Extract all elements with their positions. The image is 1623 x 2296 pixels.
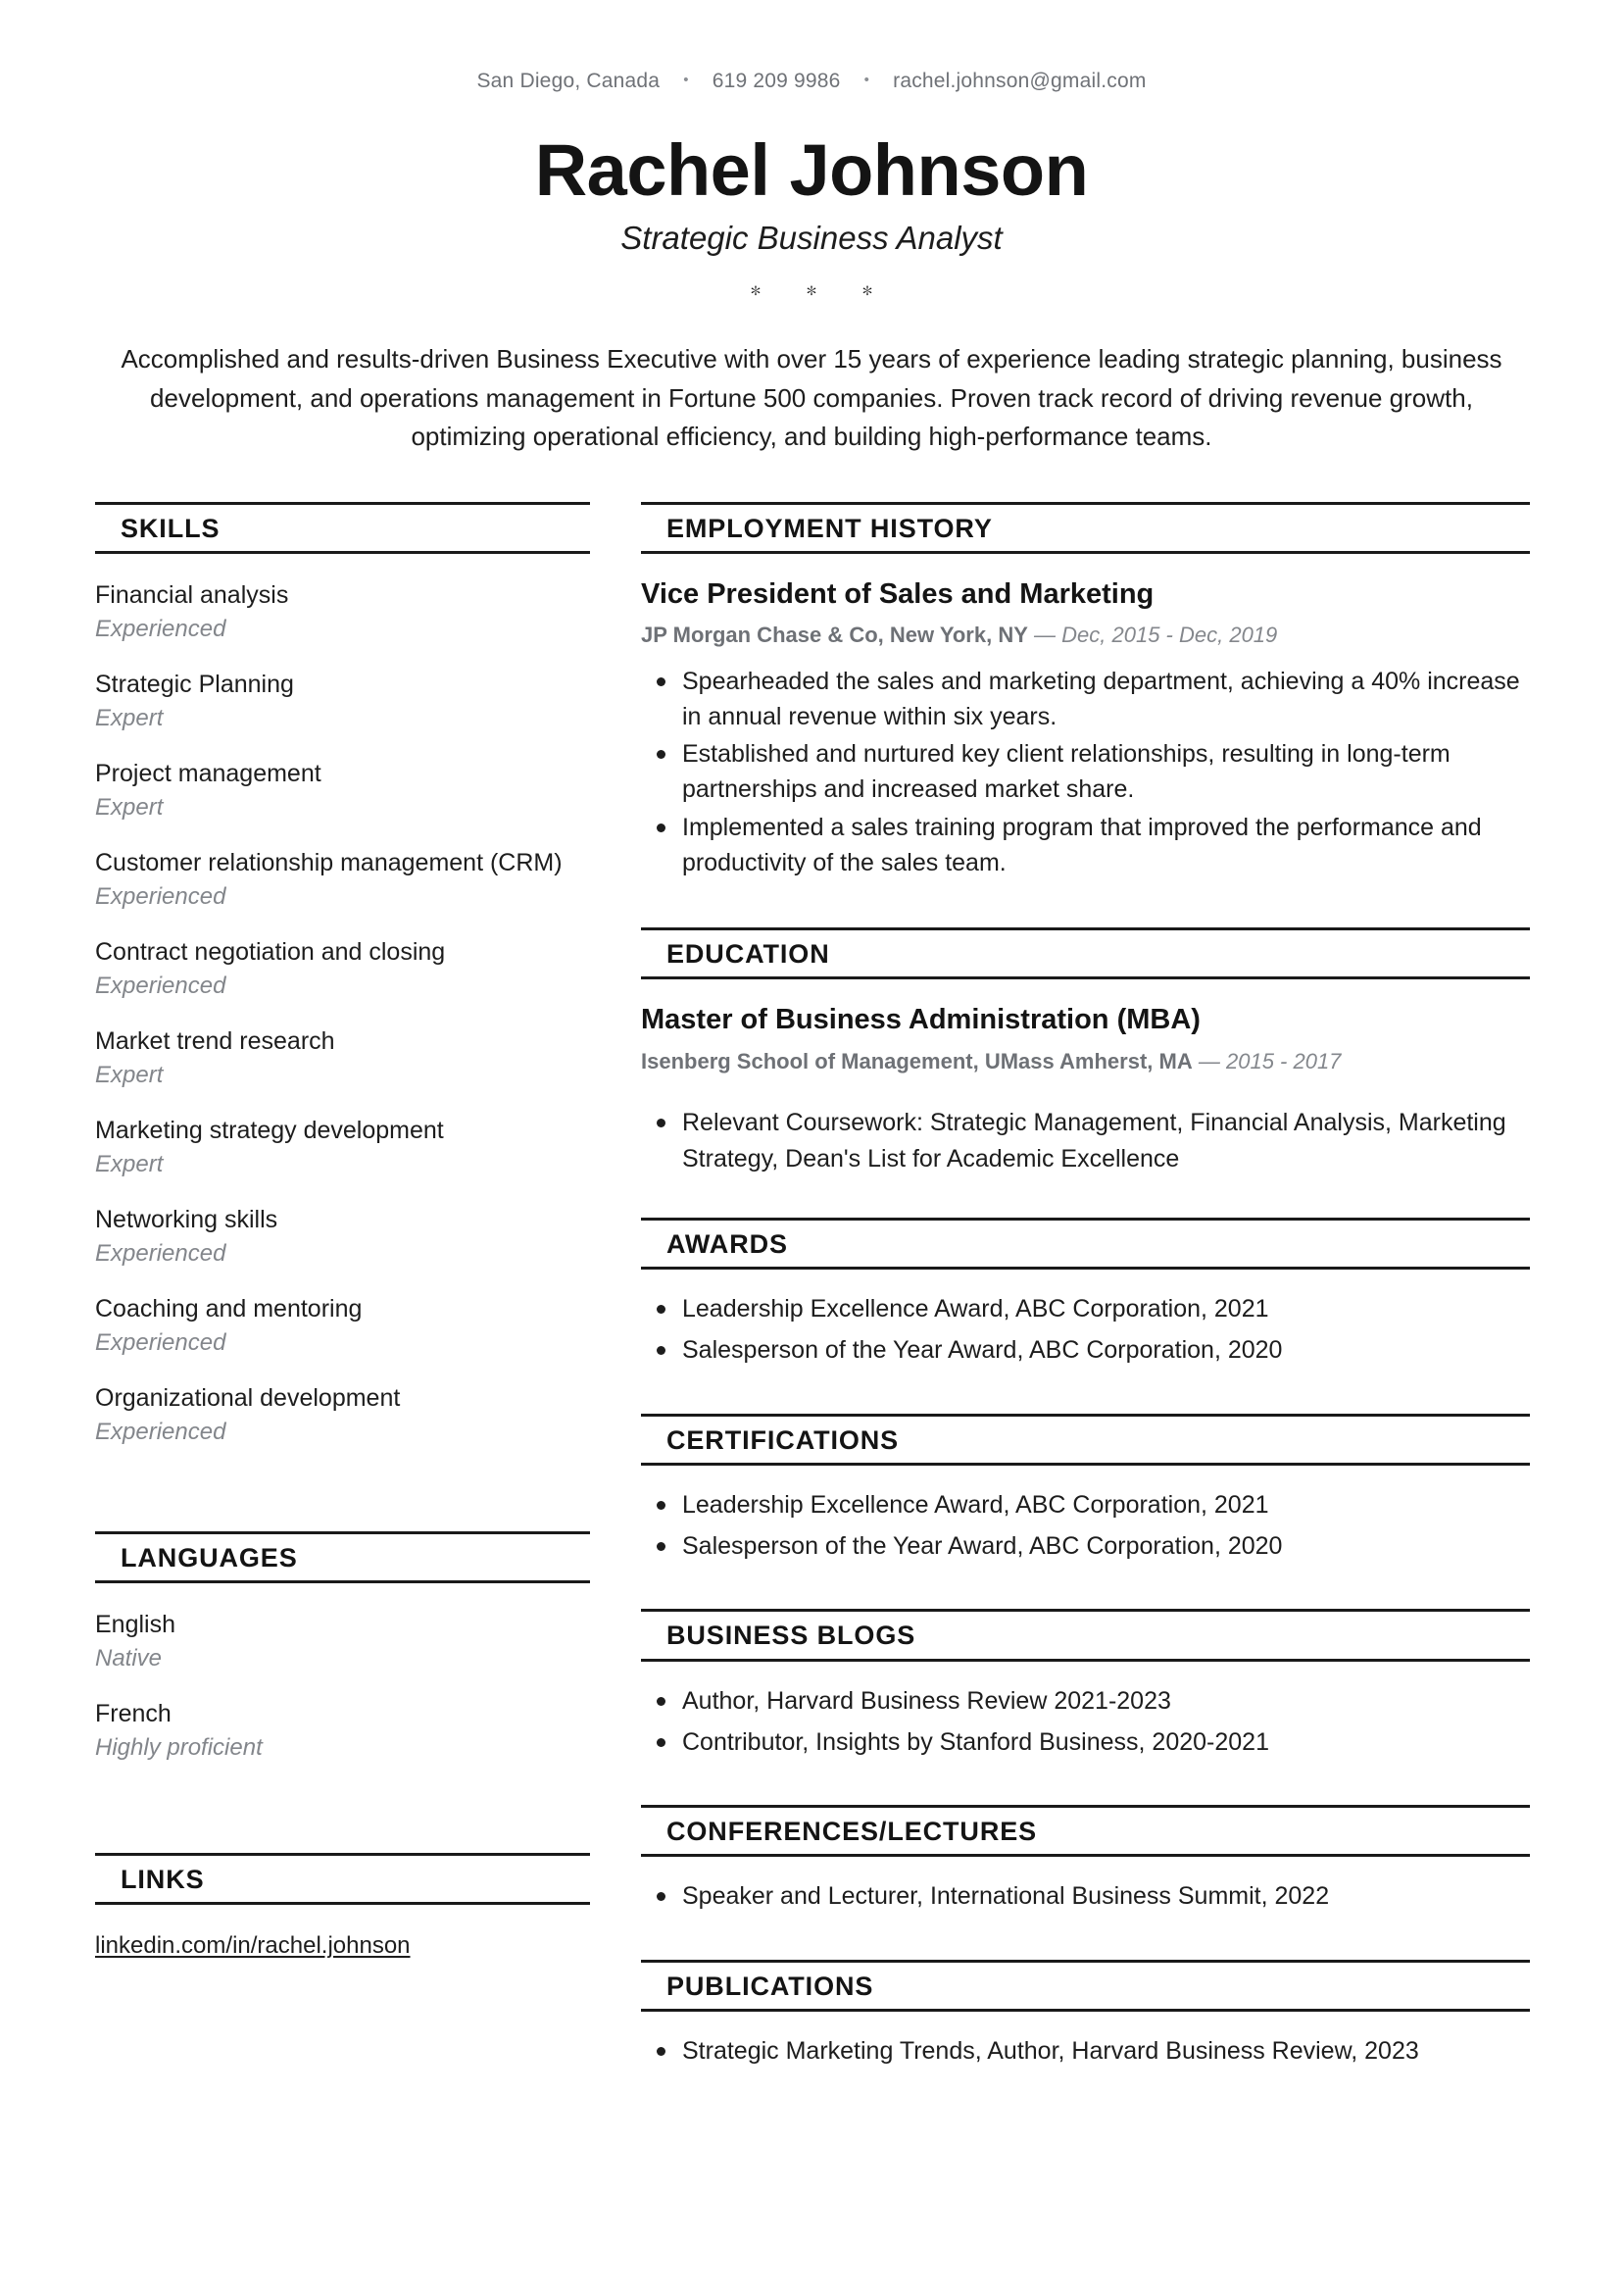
skill-level: Experienced <box>95 972 226 999</box>
contact-location: San Diego, Canada <box>476 70 661 92</box>
section-links-header <box>95 1853 590 1905</box>
language-name: French <box>95 1700 172 1727</box>
list-item: Salesperson of the Year Award, ABC Corporation, 2020 <box>641 1332 1530 1368</box>
list-item: Implemented a sales training program that improved the performance and productivity of the sales team. <box>641 810 1530 881</box>
job-dash: — <box>1034 623 1057 648</box>
skills-list <box>95 579 590 1480</box>
degree-name: Master of Business Administration (MBA) <box>641 1004 1201 1036</box>
education-meta <box>641 1048 1530 1076</box>
awards-list <box>641 1291 1530 1369</box>
section-publications-title: PUBLICATIONS <box>666 1971 874 2001</box>
education-dash: — <box>1198 1048 1220 1073</box>
section-conferences-lectures-title: CONFERENCES/LECTURES <box>666 1817 1038 1847</box>
skill-name: Strategic Planning <box>95 670 294 698</box>
contact-phone: 619 209 9986 <box>712 70 841 92</box>
section-education-header <box>641 927 1530 979</box>
section-conferences-lectures <box>641 1805 1530 1914</box>
spacer <box>95 1802 590 1853</box>
section-employment-history-header <box>641 502 1530 554</box>
resume-columns <box>0 502 1623 2075</box>
spacer <box>641 1766 1530 1805</box>
section-business-blogs-header <box>641 1609 1530 1661</box>
skill-level: Experienced <box>95 1418 226 1445</box>
section-certifications-header <box>641 1414 1530 1466</box>
list-item <box>95 1382 590 1447</box>
contact-line <box>0 0 1623 91</box>
section-business-blogs-title: BUSINESS BLOGS <box>666 1621 916 1651</box>
list-item <box>95 758 590 823</box>
spacer <box>641 1075 1530 1091</box>
list-item: Leadership Excellence Award, ABC Corporation, 2021 <box>641 1291 1530 1326</box>
spacer <box>641 1570 1530 1609</box>
skill-level: Expert <box>95 793 164 821</box>
candidate-job-title: Strategic Business Analyst <box>620 219 1003 256</box>
skill-level: Experienced <box>95 1239 226 1267</box>
section-links-title: LINKS <box>121 1865 205 1894</box>
list-item: Relevant Coursework: Strategic Management, Financial Analysis, Marketing Strategy, Dean's List for Academic Excellence <box>641 1105 1530 1176</box>
skill-name: Organizational development <box>95 1383 401 1412</box>
certifications-list <box>641 1487 1530 1565</box>
section-skills <box>95 502 590 1480</box>
job-dates: Dec, 2015 - Dec, 2019 <box>1061 623 1278 648</box>
section-links <box>95 1853 590 1960</box>
list-item: Salesperson of the Year Award, ABC Corporation, 2020 <box>641 1528 1530 1564</box>
skill-level: Expert <box>95 704 164 731</box>
spacer <box>641 882 1530 927</box>
right-column <box>641 502 1530 2075</box>
list-item: Leadership Excellence Award, ABC Corporation, 2021 <box>641 1487 1530 1522</box>
list-item: Spearheaded the sales and marketing department, achieving a 40% increase in annual revenue within six years. <box>641 664 1530 735</box>
skill-name: Project management <box>95 759 321 787</box>
list-item: Speaker and Lecturer, International Business Summit, 2022 <box>641 1878 1530 1914</box>
spacer <box>641 1178 1530 1218</box>
skill-name: Marketing strategy development <box>95 1116 444 1144</box>
section-skills-header <box>95 502 590 554</box>
skill-name: Coaching and mentoring <box>95 1294 363 1323</box>
section-publications-header <box>641 1960 1530 2012</box>
language-level: Native <box>95 1645 163 1672</box>
list-item <box>95 847 590 912</box>
education-entry <box>641 1003 1530 1175</box>
section-languages-title: LANGUAGES <box>121 1542 298 1572</box>
skill-name: Networking skills <box>95 1205 278 1233</box>
section-skills-title: SKILLS <box>121 513 221 543</box>
list-item <box>95 1115 590 1179</box>
spacer <box>641 1374 1530 1414</box>
skill-level: Experienced <box>95 1328 226 1356</box>
section-certifications-title: CERTIFICATIONS <box>666 1424 900 1455</box>
list-item <box>95 1698 590 1763</box>
list-item: Established and nurtured key client relationships, resulting in long-term partnerships and increased market share. <box>641 736 1530 808</box>
job-meta <box>641 622 1530 650</box>
section-employment-history <box>641 502 1530 881</box>
skill-level: Experienced <box>95 615 226 642</box>
list-item <box>95 1293 590 1358</box>
education-bullet-list <box>641 1105 1530 1176</box>
section-languages-header <box>95 1531 590 1583</box>
language-level: Highly proficient <box>95 1734 263 1761</box>
list-item: Strategic Marketing Trends, Author, Harvard Business Review, 2023 <box>641 2033 1530 2069</box>
section-business-blogs <box>641 1609 1530 1760</box>
employment-entry <box>641 577 1530 880</box>
skill-name: Customer relationship management (CRM) <box>95 848 563 876</box>
institution-name: Isenberg School of Management, UMass Amherst, MA <box>641 1048 1193 1073</box>
publications-list <box>641 2033 1530 2069</box>
asterisk-divider-icon: ﹡ ﹡ ﹡ <box>741 276 892 309</box>
skill-level: Expert <box>95 1150 164 1177</box>
section-certifications <box>641 1414 1530 1565</box>
links-list <box>95 1905 590 1960</box>
conferences-list <box>641 1878 1530 1914</box>
section-awards-title: AWARDS <box>666 1228 788 1259</box>
languages-list <box>95 1609 590 1802</box>
section-conferences-lectures-header <box>641 1805 1530 1857</box>
section-awards <box>641 1218 1530 1369</box>
left-column <box>95 502 590 1961</box>
linkedin-link[interactable]: linkedin.com/in/rachel.johnson <box>95 1932 411 1960</box>
spacer <box>95 1480 590 1531</box>
spacer <box>641 1921 1530 1960</box>
list-item <box>95 1025 590 1090</box>
section-languages <box>95 1531 590 1802</box>
list-item <box>95 669 590 733</box>
section-awards-header <box>641 1218 1530 1270</box>
skill-level: Expert <box>95 1061 164 1088</box>
section-education <box>641 927 1530 1176</box>
skill-name: Financial analysis <box>95 580 289 609</box>
section-education-title: EDUCATION <box>666 939 830 970</box>
contact-email: rachel.johnson@gmail.com <box>893 70 1147 92</box>
section-publications <box>641 1960 1530 2069</box>
list-item <box>95 936 590 1001</box>
list-item: Contributor, Insights by Stanford Business, 2020-2021 <box>641 1724 1530 1760</box>
skill-name: Contract negotiation and closing <box>95 937 446 966</box>
list-item <box>95 1204 590 1269</box>
skill-level: Experienced <box>95 882 226 910</box>
business-blogs-list <box>641 1683 1530 1761</box>
candidate-name: Rachel Johnson <box>534 129 1089 211</box>
list-item <box>95 1609 590 1673</box>
language-name: English <box>95 1611 175 1638</box>
skill-name: Market trend research <box>95 1026 335 1055</box>
job-organization: JP Morgan Chase & Co, New York, NY <box>641 623 1028 648</box>
list-item <box>95 579 590 644</box>
professional-summary: Accomplished and results-driven Business Executive with over 15 years of experience leading strategic planning, business development, and operations management in Fortune 500 companies. Proven track record of driving revenue growth, optimizing operational efficiency, and building high-performance teams. <box>121 343 1502 452</box>
education-dates: 2015 - 2017 <box>1225 1048 1342 1073</box>
section-employment-history-title: EMPLOYMENT HISTORY <box>666 513 993 543</box>
list-item: Author, Harvard Business Review 2021-2023 <box>641 1683 1530 1719</box>
contact-separator-icon: • <box>683 72 689 88</box>
job-bullet-list <box>641 664 1530 881</box>
contact-separator-icon: • <box>863 72 870 88</box>
job-role: Vice President of Sales and Marketing <box>641 577 1155 610</box>
